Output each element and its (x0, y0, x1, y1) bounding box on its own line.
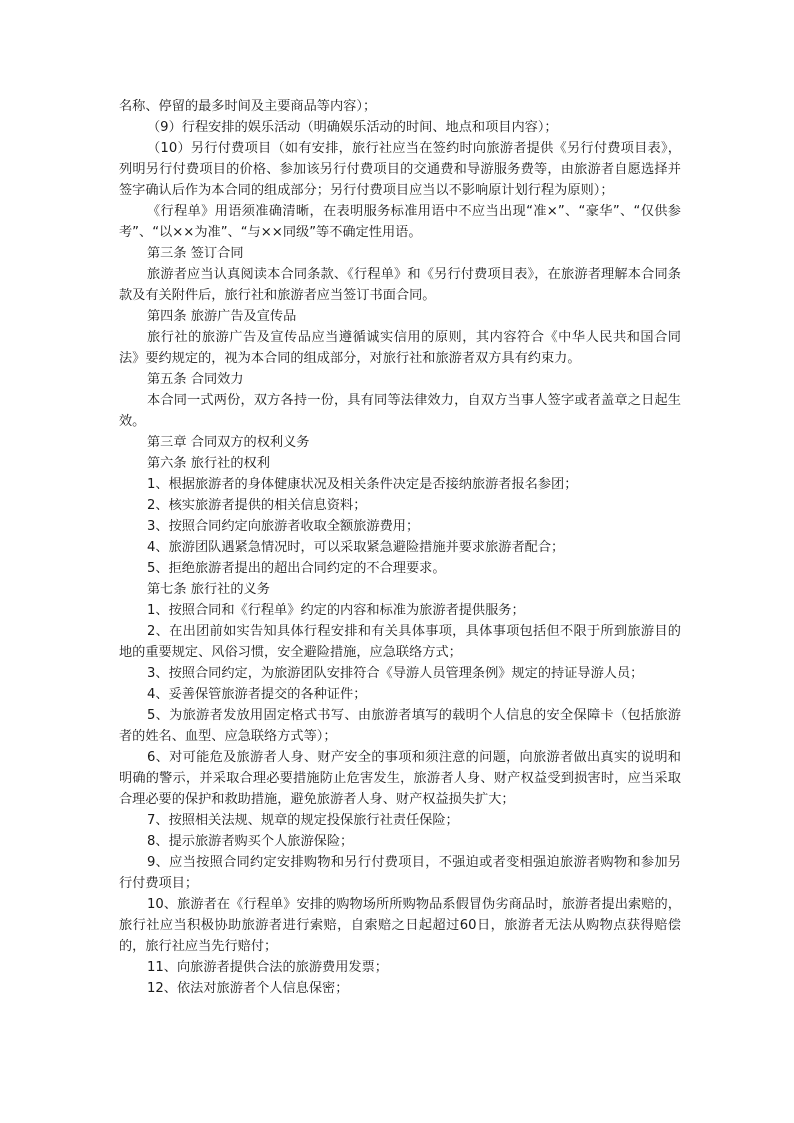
paragraph-2: （9）行程安排的娱乐活动（明确娱乐活动的时间、地点和项目内容）； (147, 120, 558, 135)
paragraph-6: 旅游者应当认真阅读本合同条款、《行程单》和《另行付费项目表》，在旅游者理解本合同条款及有关附件后，旅行社和旅游者应当签订书面合同。 (119, 267, 681, 303)
document-body (119, 96, 681, 999)
list-item: 2、核实旅游者提供的相关信息资料； (147, 498, 367, 513)
list-item: 12、依法对旅游者个人信息保密； (147, 981, 349, 996)
list-item: 2、在出团前如实告知具体行程安排和有关具体事项，具体事项包括但不限于所到旅游目的地的重要规定、风俗习惯，安全避险措施，应急联络方式； (119, 624, 681, 660)
list-item: 5、为旅游者发放用固定格式书写、由旅游者填写的载明个人信息的安全保障卡（包括旅游者的姓名、血型、应急联络方式等）； (119, 708, 681, 744)
article-6-heading: 第六条 旅行社的权利 (147, 456, 270, 471)
list-item: 8、提示旅游者购买个人旅游保险； (147, 834, 354, 849)
list-item: 4、妥善保管旅游者提交的各种证件； (147, 687, 367, 702)
list-item: 1、按照合同和《行程单》约定的内容和标准为旅游者提供服务； (147, 603, 525, 618)
article-3-heading: 第三条 签订合同 (147, 246, 244, 261)
list-item: 4、旅游团队遇紧急情况时，可以采取紧急避险措施并要求旅游者配合； (147, 540, 565, 555)
chapter-3-heading: 第三章 合同双方的权利义务 (147, 435, 310, 450)
paragraph-8: 旅行社的旅游广告及宣传品应当遵循诚实信用的原则，其内容符合《中华人民共和国合同法》要约规定的，视为本合同的组成部分，对旅行社和旅游者双方具有约束力。 (119, 330, 681, 366)
list-item: 7、按照相关法规、规章的规定投保旅行社责任保险； (147, 813, 459, 828)
list-item: 1、根据旅游者的身体健康状况及相关条件决定是否接纳旅游者报名参团； (147, 477, 578, 492)
list-item: 11、向旅游者提供合法的旅游费用发票； (147, 960, 388, 975)
list-item: 10、旅游者在《行程单》安排的购物场所所购物品系假冒伪劣商品时，旅游者提出索赔的，旅行社应当积极协助旅游者进行索赔，自索赔之日起超过60日，旅游者无法从购物点获得赔偿的，旅行社应当先行赔付； (119, 897, 681, 954)
article-4-heading: 第四条 旅游广告及宣传品 (147, 309, 297, 324)
list-item: 5、拒绝旅游者提出的超出合同约定的不合理要求。 (147, 561, 446, 576)
paragraph-10: 本合同一式两份，双方各持一份，具有同等法律效力，自双方当事人签字或者盖章之日起生效。 (119, 393, 681, 429)
article-7-heading: 第七条 旅行社的义务 (147, 582, 270, 597)
list-item: 3、按照合同约定向旅游者收取全额旅游费用； (147, 519, 420, 534)
list-item: 6、对可能危及旅游者人身、财产安全的事项和须注意的问题，向旅游者做出真实的说明和明确的警示，并采取合理必要措施防止危害发生，旅游者人身、财产权益受到损害时，应当采取合理必要的保护和救助措施，避免旅游者人身、财产权益损失扩大； (119, 750, 681, 807)
paragraph-3: （10）另行付费项目（如有安排，旅行社应当在签约时向旅游者提供《另行付费项目表》，列明另行付费项目的价格、参加该另行付费项目的交通费和导游服务费等，由旅游者自愿选择并签字确认后作为本合同的组成部分；另行付费项目应当以不影响原计划行程为原则）； (119, 141, 681, 198)
article-5-heading: 第五条 合同效力 (147, 372, 244, 387)
list-item: 3、按照合同约定，为旅游团队安排符合《导游人员管理条例》规定的持证导游人员； (147, 666, 644, 681)
paragraph-4: 《行程单》用语须准确清晰，在表明服务标准用语中不应当出现“准×”、“豪华”、“仅供参考”、“以××为准”、“与××同级”等不确定性用语。 (119, 204, 681, 240)
paragraph-1: 名称、停留的最多时间及主要商品等内容）； (119, 99, 377, 114)
list-item: 9、应当按照合同约定安排购物和另行付费项目，不强迫或者变相强迫旅游者购物和参加另行付费项目； (119, 855, 681, 891)
